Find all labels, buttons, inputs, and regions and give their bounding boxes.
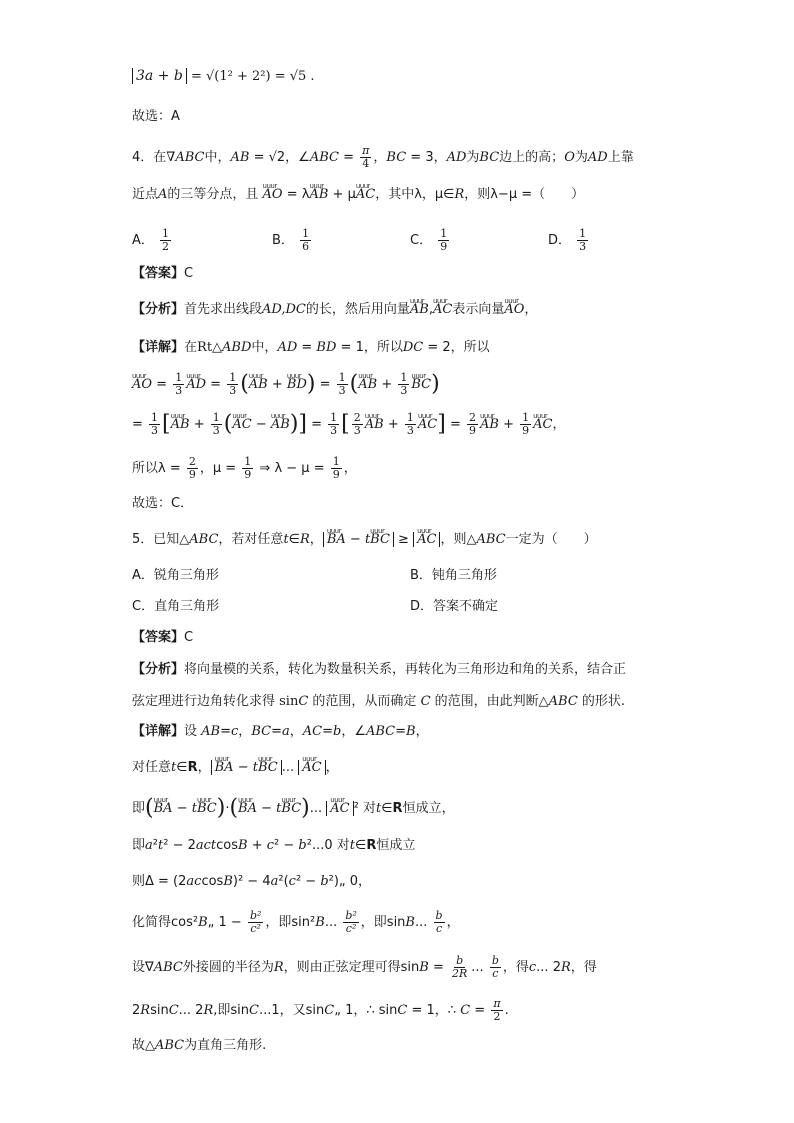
q4-detail-line3: = $\frac{1}{3}$ [uuur AB + $\frac{1}{3}$ (uuur AC − uuur AB)] = $\frac{1}{3}$ [ $\frac{2}{3}$ uuur AB + $\frac{1}{3}$ uuur AC] = $\frac{2}{9}$ uuur AB + $\frac{1}{9}$ uuur AC， <box>132 412 565 437</box>
q4-answer-line <box>132 264 193 284</box>
q4-option-a-label: A． <box>132 233 154 248</box>
q5-answer-tag: 【答案】 <box>132 630 185 645</box>
q4-option-d[interactable]: D． $\frac{1}{3}$ <box>548 227 587 253</box>
q5-detail-line4: 即a²t² − 2actcosB + c² − b²...0 对t∈R恒成立 <box>132 838 416 853</box>
q5-analysis-tag: 【分析】 <box>132 662 185 677</box>
q5-option-b-text: 钝角三角形 <box>431 568 497 583</box>
q4-pick: 故选：C． <box>132 496 194 511</box>
q5-detail-line3: 即(uuur BA − tuuur BC)·(uuur BA − tuuur BC)... uuur AC ² 对t∈R恒成立， <box>132 799 455 819</box>
q5-option-d-label: D． <box>410 599 434 614</box>
q5-option-c-label: C． <box>132 599 155 614</box>
q5-option-a-label: A． <box>132 568 154 583</box>
q4-detail-line4: 所以λ = $\frac{2}{9}$ ，μ = $\frac{1}{9}$ ⇒ λ − μ = $\frac{1}{9}$ ， <box>132 455 357 481</box>
q4-answer-value: C <box>184 266 194 281</box>
q5-option-a[interactable] <box>132 566 219 586</box>
q5-option-d[interactable] <box>410 597 498 617</box>
q5-option-b-label: B． <box>410 568 432 583</box>
q5-detail-line8: 2RsinC... 2R,即sinC...1，又sinC„ 1，∴ sinC = 1，∴ C = $\frac{\pi}{2}$ . <box>132 997 509 1023</box>
q5-option-d-text: 答案不确定 <box>433 599 499 614</box>
prev-formula-line: 3a + b = √(1² + 2²) = √5 . <box>132 66 315 87</box>
q4-analysis-tag: 【分析】 <box>132 302 185 317</box>
q4-stem-line1: 4．在∇ABC中，AB = √2，∠ABC = $\frac{\pi}{4}$ ，BC = 3，AD为BC边上的高；O为AD上靠 <box>132 144 634 170</box>
q4-answer-tag: 【答案】 <box>132 266 185 281</box>
q5-answer-value: C <box>184 630 194 645</box>
q4-option-c[interactable]: C． $\frac{1}{9}$ <box>410 227 448 253</box>
prev-answer-pick: 故选：A <box>132 109 180 124</box>
q5-option-c-text: 直角三角形 <box>154 599 220 614</box>
q5-detail-line6: 化简得cos²B„ 1 − $\frac{\text{b²}}{\text{c²}}$ ，即sin²B... $\frac{\text{b²}}{\text{c²}}$ ，即sinB... $\frac{b}{c}$ ， <box>132 909 460 935</box>
q5-detail-tag: 【详解】 <box>132 724 185 739</box>
q5-detail-line5: 则Δ = (2accosB)² − 4a²(c² − b²)„ 0， <box>132 874 372 889</box>
q5-analysis-line2: 弦定理进行边角转化求得 sinC 的范围，从而确定 C 的范围，由此判断△ABC 的形状. <box>132 694 626 709</box>
q4-detail-tag: 【详解】 <box>132 340 185 355</box>
q4-option-b-label: B． <box>272 233 294 248</box>
q4-option-d-label: D． <box>548 233 572 248</box>
q4-detail-line2: uuur AO = $\frac{1}{3}$ uuur AD = $\frac{1}{3}$ (uuur AB + uuur BD) = $\frac{1}{3}$ (uuur AB + $\frac{1}{3}$ uuur BC) <box>132 372 440 397</box>
q5-stem: 5．已知△ABC，若对任意t∈R，uuur BA − tuuur BC ≥ uuur AC ，则△ABC一定为（ ） <box>132 530 597 550</box>
q4-option-b[interactable]: B． $\frac{1}{6}$ <box>272 227 310 253</box>
q5-option-a-text: 锐角三角形 <box>153 568 219 583</box>
q5-analysis-line1: 【分析】将向量模的关系，转化为数量积关系，再转化为三角形边和角的关系，结合正 <box>132 662 627 677</box>
q4-option-a[interactable]: A． $\frac{1}{2}$ <box>132 227 170 253</box>
q5-conclusion: 故△ABC为直角三角形. <box>132 1038 267 1053</box>
q5-answer-line <box>132 628 193 648</box>
q4-stem-line2: 近点A的三等分点，且 uuur AO = λuuur AB + μuuur AC，其中λ，μ∈R，则λ−μ =（ ） <box>132 185 584 205</box>
q5-detail-line7: 设∇ABC外接圆的半径为R，则由正弦定理可得sinB = $\frac{b}{2R}$ ... $\frac{b}{c}$ ，得c... 2R，得 <box>132 954 597 980</box>
q5-option-c[interactable] <box>132 597 219 617</box>
q5-detail-line1: 【详解】设 AB=c，BC=a，AC=b，∠ABC=B， <box>132 724 429 739</box>
q4-option-c-label: C． <box>410 233 433 248</box>
q5-detail-line2: 对任意t∈R，uuur BA − tuuur BC ... uuur AC ， <box>132 758 339 778</box>
q5-option-b[interactable] <box>410 566 497 586</box>
q4-detail-line1: 【详解】在Rt△ABD中，AD = BD = 1，所以DC = 2，所以 <box>132 340 490 355</box>
q4-analysis-line: 【分析】首先求出线段AD,DC的长，然后用向量uuur AB,uuur AC表示向量uuur AO， <box>132 300 537 320</box>
